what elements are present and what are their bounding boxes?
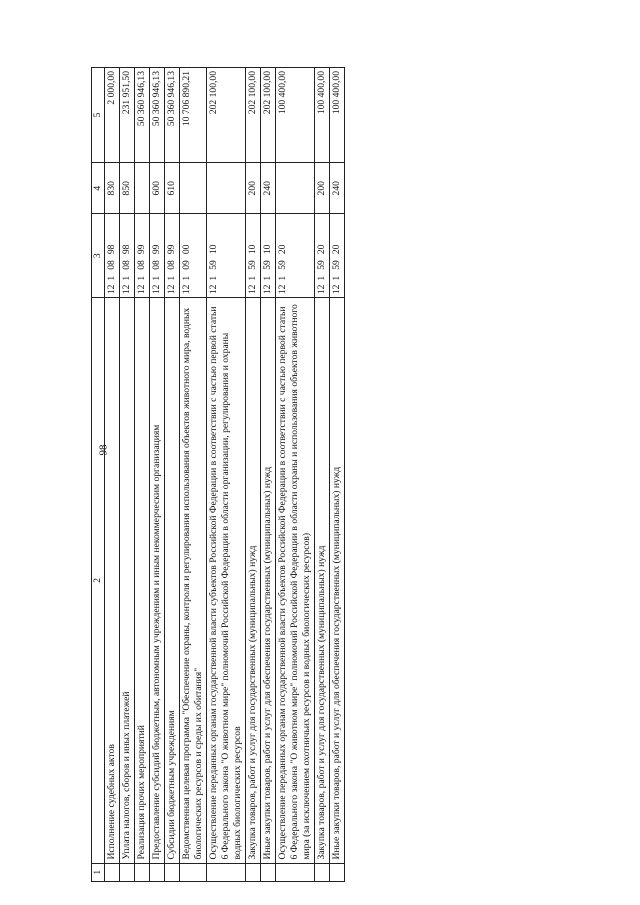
code-part: 08 — [105, 260, 117, 270]
code-part: 20 — [315, 244, 327, 255]
row-sum: 202 100,00 — [245, 68, 260, 163]
code-part: 1 — [330, 275, 342, 281]
row-sum: 202 100,00 — [260, 68, 275, 163]
row-sum: 100 400,00 — [275, 68, 314, 163]
code-part: 59 — [261, 260, 273, 270]
row-sum: 2 000,00 — [104, 68, 119, 163]
row-sum: 100 400,00 — [314, 68, 329, 163]
row-kvr — [179, 163, 206, 214]
header-col-1: 1 — [92, 863, 105, 881]
row-col-1 — [119, 863, 134, 881]
code-part: 1 — [135, 275, 147, 281]
kvr-value: 830 — [105, 181, 117, 196]
row-code — [164, 214, 179, 298]
table-row — [179, 68, 206, 882]
table-row — [149, 68, 164, 882]
code-part: 09 — [180, 260, 192, 270]
row-col-1 — [275, 863, 314, 881]
row-kvr — [329, 163, 344, 214]
row-kvr — [275, 163, 314, 214]
code-part: 12 — [105, 284, 117, 295]
code-part: 1 — [105, 275, 117, 281]
row-name: Исполнение судебных актов — [104, 298, 119, 863]
table-row — [245, 68, 260, 882]
row-col-1 — [179, 863, 206, 881]
row-name: Предоставление субсидий бюджетным, автономным учреждениям и иным некоммерческим организациям — [149, 298, 164, 863]
row-code — [104, 214, 119, 298]
budget-table — [91, 67, 345, 882]
kvr-value: 200 — [246, 181, 258, 196]
row-kvr — [119, 163, 134, 214]
row-kvr — [134, 163, 149, 214]
row-code — [245, 214, 260, 298]
row-kvr — [314, 163, 329, 214]
code-part: 59 — [246, 260, 258, 270]
row-sum: 100 400,00 — [329, 68, 344, 163]
code-part: 08 — [150, 260, 162, 270]
code-part: 59 — [276, 260, 288, 270]
row-col-1 — [164, 863, 179, 881]
row-name: Закупка товаров, работ и услуг для государственных (муниципальных) нужд — [245, 298, 260, 863]
row-sum: 10 706 890,21 — [179, 68, 206, 163]
header-row — [92, 68, 105, 882]
code-part: 20 — [276, 244, 288, 255]
table-row — [164, 68, 179, 882]
page-number: 98 — [97, 444, 110, 456]
code-part: 12 — [246, 284, 258, 295]
code-part: 99 — [165, 244, 177, 255]
header-col-5: 5 — [92, 68, 105, 163]
code-part: 12 — [276, 284, 288, 295]
table-body — [104, 68, 344, 882]
kvr-value: 200 — [315, 181, 327, 196]
row-sum: 231 951,50 — [119, 68, 134, 163]
table-row — [104, 68, 119, 882]
code-part: 12 — [207, 284, 219, 295]
code-part: 12 — [120, 284, 132, 295]
code-part: 1 — [246, 275, 258, 281]
row-col-1 — [314, 863, 329, 881]
row-sum: 50 360 946,13 — [164, 68, 179, 163]
code-part: 12 — [315, 284, 327, 295]
code-part: 59 — [207, 260, 219, 270]
header-col-4: 4 — [92, 163, 105, 214]
code-part: 08 — [120, 260, 132, 270]
code-part: 12 — [165, 284, 177, 295]
code-part: 1 — [261, 275, 273, 281]
row-sum: 50 360 946,13 — [134, 68, 149, 163]
table-row — [206, 68, 245, 882]
row-col-1 — [329, 863, 344, 881]
row-code — [314, 214, 329, 298]
kvr-value: 240 — [330, 181, 342, 196]
row-kvr — [206, 163, 245, 214]
row-code — [206, 214, 245, 298]
kvr-value: 850 — [120, 181, 132, 196]
row-kvr — [245, 163, 260, 214]
row-code — [134, 214, 149, 298]
row-code — [119, 214, 134, 298]
row-code — [275, 214, 314, 298]
table-row — [134, 68, 149, 882]
row-sum: 50 360 946,13 — [149, 68, 164, 163]
code-part: 12 — [180, 284, 192, 295]
row-name: Уплата налогов, сборов и иных платежей — [119, 298, 134, 863]
code-part: 98 — [105, 244, 117, 255]
code-part: 1 — [150, 275, 162, 281]
table-row — [275, 68, 314, 882]
row-code — [149, 214, 164, 298]
code-part: 1 — [315, 275, 327, 281]
row-code — [260, 214, 275, 298]
code-part: 08 — [165, 260, 177, 270]
row-col-1 — [104, 863, 119, 881]
code-part: 1 — [165, 275, 177, 281]
kvr-value: 600 — [150, 181, 162, 196]
row-col-1 — [245, 863, 260, 881]
row-sum: 202 100,00 — [206, 68, 245, 163]
row-kvr — [104, 163, 119, 214]
code-part: 08 — [135, 260, 147, 270]
kvr-value: 240 — [261, 181, 273, 196]
code-part: 20 — [330, 244, 342, 255]
code-part: 99 — [150, 244, 162, 255]
code-part: 1 — [180, 275, 192, 281]
row-name: Иные закупки товаров, работ и услуг для обеспечения государственных (муниципальных) нужд — [329, 298, 344, 863]
table-row — [260, 68, 275, 882]
code-part: 98 — [120, 244, 132, 255]
code-part: 99 — [135, 244, 147, 255]
row-name: Реализация прочих мероприятий — [134, 298, 149, 863]
code-part: 10 — [207, 244, 219, 255]
code-part: 1 — [120, 275, 132, 281]
rotated-page — [91, 67, 471, 882]
row-kvr — [164, 163, 179, 214]
row-name: Иные закупки товаров, работ и услуг для обеспечения государственных (муниципальных) нужд — [260, 298, 275, 863]
row-name: Закупка товаров, работ и услуг для государственных (муниципальных) нужд — [314, 298, 329, 863]
kvr-value: 610 — [165, 181, 177, 196]
row-code — [179, 214, 206, 298]
row-name: Осуществление переданных органам государственной власти субъектов Российской Федерации в соответствии с частью первой статьи 6 Федерального закона "О животном мире" полномочий Российской Федерации в области организации, регулирования и охраны водных биологических ресурсов — [206, 298, 245, 863]
row-code — [329, 214, 344, 298]
code-part: 12 — [330, 284, 342, 295]
code-part: 59 — [315, 260, 327, 270]
table-container — [91, 67, 471, 882]
code-part: 1 — [207, 275, 219, 281]
code-part: 10 — [261, 244, 273, 255]
row-name: Ведомственная целевая программа "Обеспечение охраны, контроля и регулирования использования объектов животного мира, водных биологических ресурсов и среды их обитания" — [179, 298, 206, 863]
row-col-1 — [260, 863, 275, 881]
code-part: 12 — [135, 284, 147, 295]
row-col-1 — [206, 863, 245, 881]
row-kvr — [149, 163, 164, 214]
code-part: 59 — [330, 260, 342, 270]
header-col-3: 3 — [92, 214, 105, 298]
code-part: 12 — [261, 284, 273, 295]
row-col-1 — [134, 863, 149, 881]
code-part: 1 — [276, 275, 288, 281]
table-row — [119, 68, 134, 882]
row-kvr — [260, 163, 275, 214]
code-part: 12 — [150, 284, 162, 295]
header-col-2: 2 — [92, 298, 105, 863]
code-part: 10 — [246, 244, 258, 255]
table-row — [314, 68, 329, 882]
code-part: 00 — [180, 244, 192, 255]
table-row — [329, 68, 344, 882]
row-col-1 — [149, 863, 164, 881]
row-name: Субсидии бюджетным учреждениям — [164, 298, 179, 863]
row-name: Осуществление переданных органам государственной власти субъектов Российской Федерации в соответствии с частью первой статьи 6 Федерального закона "О животном мире" полномочий Российской Федерации в области охраны и использования объектов животного мира (за исключением охотничьих ресурсов и водных биологических ресурсов) — [275, 298, 314, 863]
